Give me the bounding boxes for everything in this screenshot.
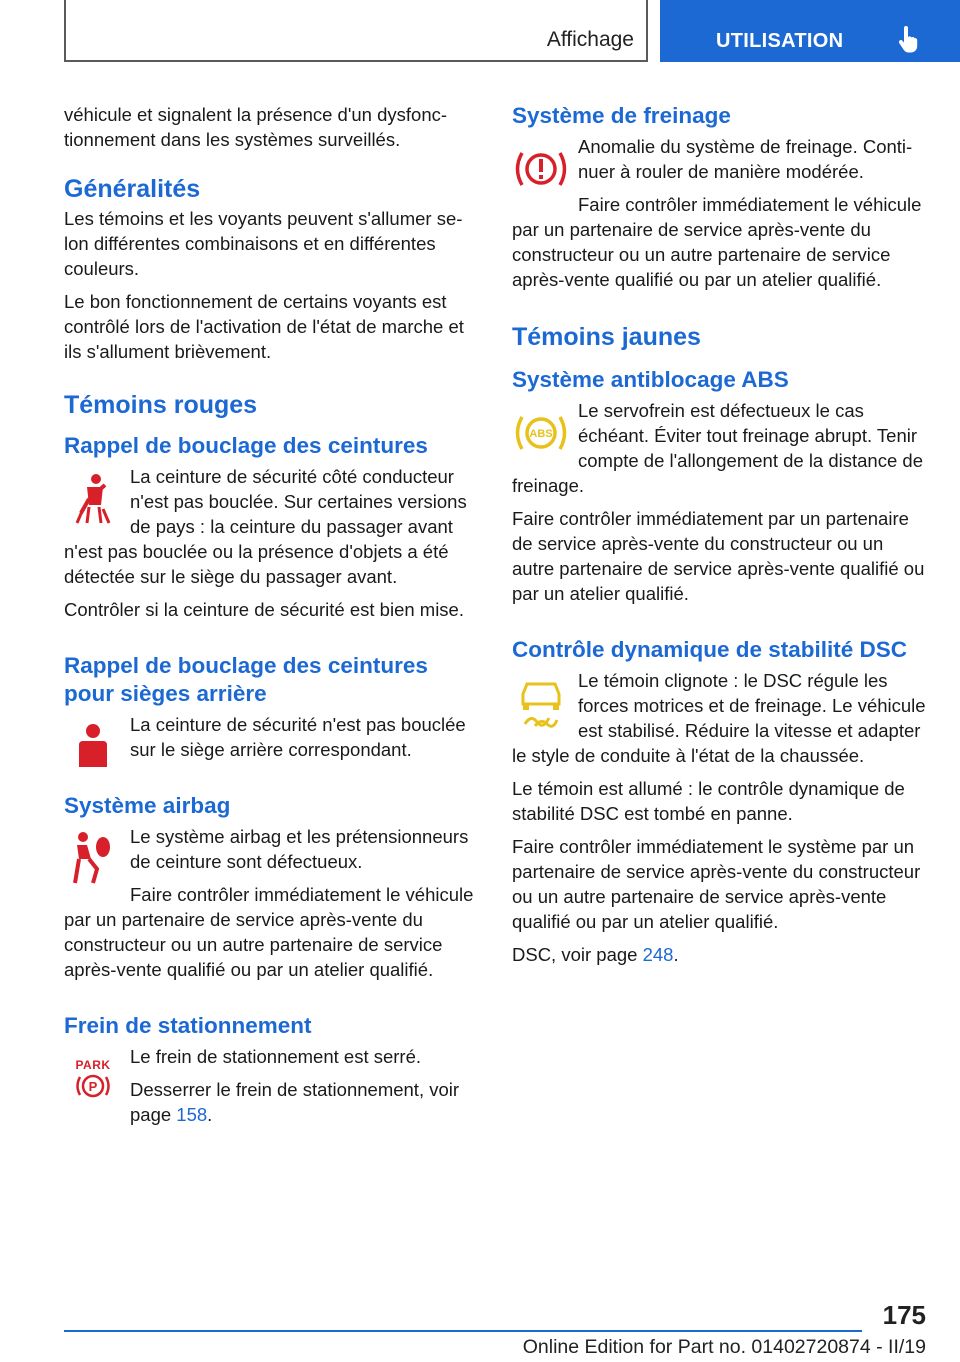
header-section-label: Affichage <box>546 28 634 51</box>
seatbelt-icon <box>64 470 122 528</box>
ceintures-arriere-paragraph-1: La ceinture de sécurité n'est pas bouclée sur le siège arrière correspondant. <box>130 714 466 760</box>
freinage-paragraph-2: Faire contrôler immédiatement le véhicule par un partenaire de service après-vente du constructeur ou un autre partenaire de service après-vente qualifié ou par un atelier qualifié. <box>512 194 922 290</box>
airbag-item <box>64 824 480 874</box>
park-brake-icon <box>64 1050 122 1108</box>
dsc-skid-icon <box>512 674 570 732</box>
header-chapter-label: UTILISATION <box>716 30 844 52</box>
freinage-item <box>512 134 928 184</box>
abs-icon <box>512 404 570 462</box>
heading-ceintures-arriere: Rappel de bouclage des ceintures pour sièges arrière <box>64 653 428 706</box>
svg-text:P: P <box>88 1079 98 1094</box>
heading-temoins-jaunes: Témoins jaunes <box>512 323 701 351</box>
heading-ceintures: Rappel de bouclage des ceintures <box>64 433 428 458</box>
header-chapter-tab[interactable] <box>660 0 960 62</box>
left-column <box>64 102 480 1135</box>
heading-dsc: Contrôle dynamique de stabilité DSC <box>512 637 908 662</box>
dsc-paragraph-2: Le témoin est allumé : le contrôle dynamique de stabilité DSC est tombé en panne. <box>512 778 905 824</box>
dsc-paragraph-1: Le témoin clignote : le DSC régule les forces motrices et de freinage. Le véhicule est stabilisé. Réduire la vitesse et adapter le style de conduite à l'état de la chaussée. <box>512 670 926 766</box>
dsc-paragraph-4-text: DSC, voir page <box>512 944 643 965</box>
frein-paragraph-2-end: . <box>207 1104 213 1125</box>
ceintures-arriere-item <box>64 712 480 762</box>
airbag-paragraph-2: Faire contrôler immédiatement le véhicule par un partenaire de service après-vente du constructeur ou un autre partenaire de service après-vente qualifié ou par un atelier qualifié. <box>64 884 474 980</box>
ceintures-paragraph-1: La ceinture de sécurité côté conducteur n'est pas bouclée. Sur certaines versions de pays : la ceinture du passager avant n'est pas bouclée ou la présence d'objets a été détectée sur le siège du passager avant. <box>64 466 467 587</box>
freinage-paragraph-1: Anomalie du système de freinage. Continuer à rouler de manière modérée. <box>578 136 913 182</box>
frein-paragraph-1: Le frein de stationnement est serré. <box>130 1046 422 1067</box>
right-column <box>512 102 928 975</box>
heading-freinage: Système de freinage <box>512 103 731 128</box>
pointing-hand-icon <box>898 26 918 54</box>
footer-edition: Online Edition for Part no. 01402720874 - II/19 <box>522 1336 926 1358</box>
generalites-paragraph-1: Les témoins et les voyants peuvent s'allumer selon différentes combinaisons et en différentes couleurs. <box>64 208 463 279</box>
abs-icon-text: ABS <box>529 428 553 440</box>
frein-item <box>64 1044 480 1127</box>
heading-frein-stationnement: Frein de stationnement <box>64 1013 312 1038</box>
dsc-item <box>512 668 928 768</box>
dsc-paragraph-4-end: . <box>673 944 679 965</box>
dsc-paragraph-4 <box>512 942 928 967</box>
ceintures-item <box>64 464 480 589</box>
airbag-paragraph-1: Le système airbag et les prétensionneurs de ceinture sont défectueux. <box>130 826 469 872</box>
abs-item <box>512 398 928 498</box>
intro-paragraph: véhicule et signalent la présence d'un dysfonctionnement dans les systèmes surveillés. <box>64 104 448 150</box>
heading-airbag: Système airbag <box>64 793 231 818</box>
abs-paragraph-1: Le servofrein est défectueux le cas échéant. Éviter tout freinage abrupt. Tenir compte de l'allongement de la distance de freinage. <box>512 400 923 496</box>
abs-paragraph-2: Faire contrôler immédiatement par un partenaire de service après-vente du constructeur ou un autre partenaire de service après-vente qualifié ou par un atelier qualifié. <box>512 508 925 604</box>
heading-temoins-rouges: Témoins rouges <box>64 391 258 419</box>
rear-seat-occupant-icon <box>64 718 122 776</box>
dsc-paragraph-3: Faire contrôler immédiatement le système par un partenaire de service après-vente du constructeur ou un autre partenaire de service après-vente qualifié ou par un atelier qualifié. <box>512 836 921 932</box>
frein-paragraph-2 <box>64 1077 480 1127</box>
airbag-icon <box>64 830 122 888</box>
page-number: 175 <box>882 1300 926 1330</box>
heading-generalites: Généralités <box>64 175 201 203</box>
footer-divider <box>64 1330 862 1332</box>
heading-abs: Système antiblocage ABS <box>512 367 789 392</box>
page-link-158[interactable]: 158 <box>176 1104 208 1125</box>
header-section-box <box>64 0 648 62</box>
page-link-248[interactable]: 248 <box>642 944 674 965</box>
frein-paragraph-2-text: Desserrer le frein de stationnement, voir page <box>130 1079 460 1125</box>
ceintures-paragraph-2: Contrôler si la ceinture de sécurité est bien mise. <box>64 599 464 620</box>
generalites-paragraph-2: Le bon fonctionnement de certains voyants est contrôlé lors de l'activation de l'état de marche et ils s'allument brièvement. <box>64 291 464 362</box>
brake-warning-icon <box>512 140 570 198</box>
park-brake-icon-text: PARK <box>75 1058 111 1072</box>
